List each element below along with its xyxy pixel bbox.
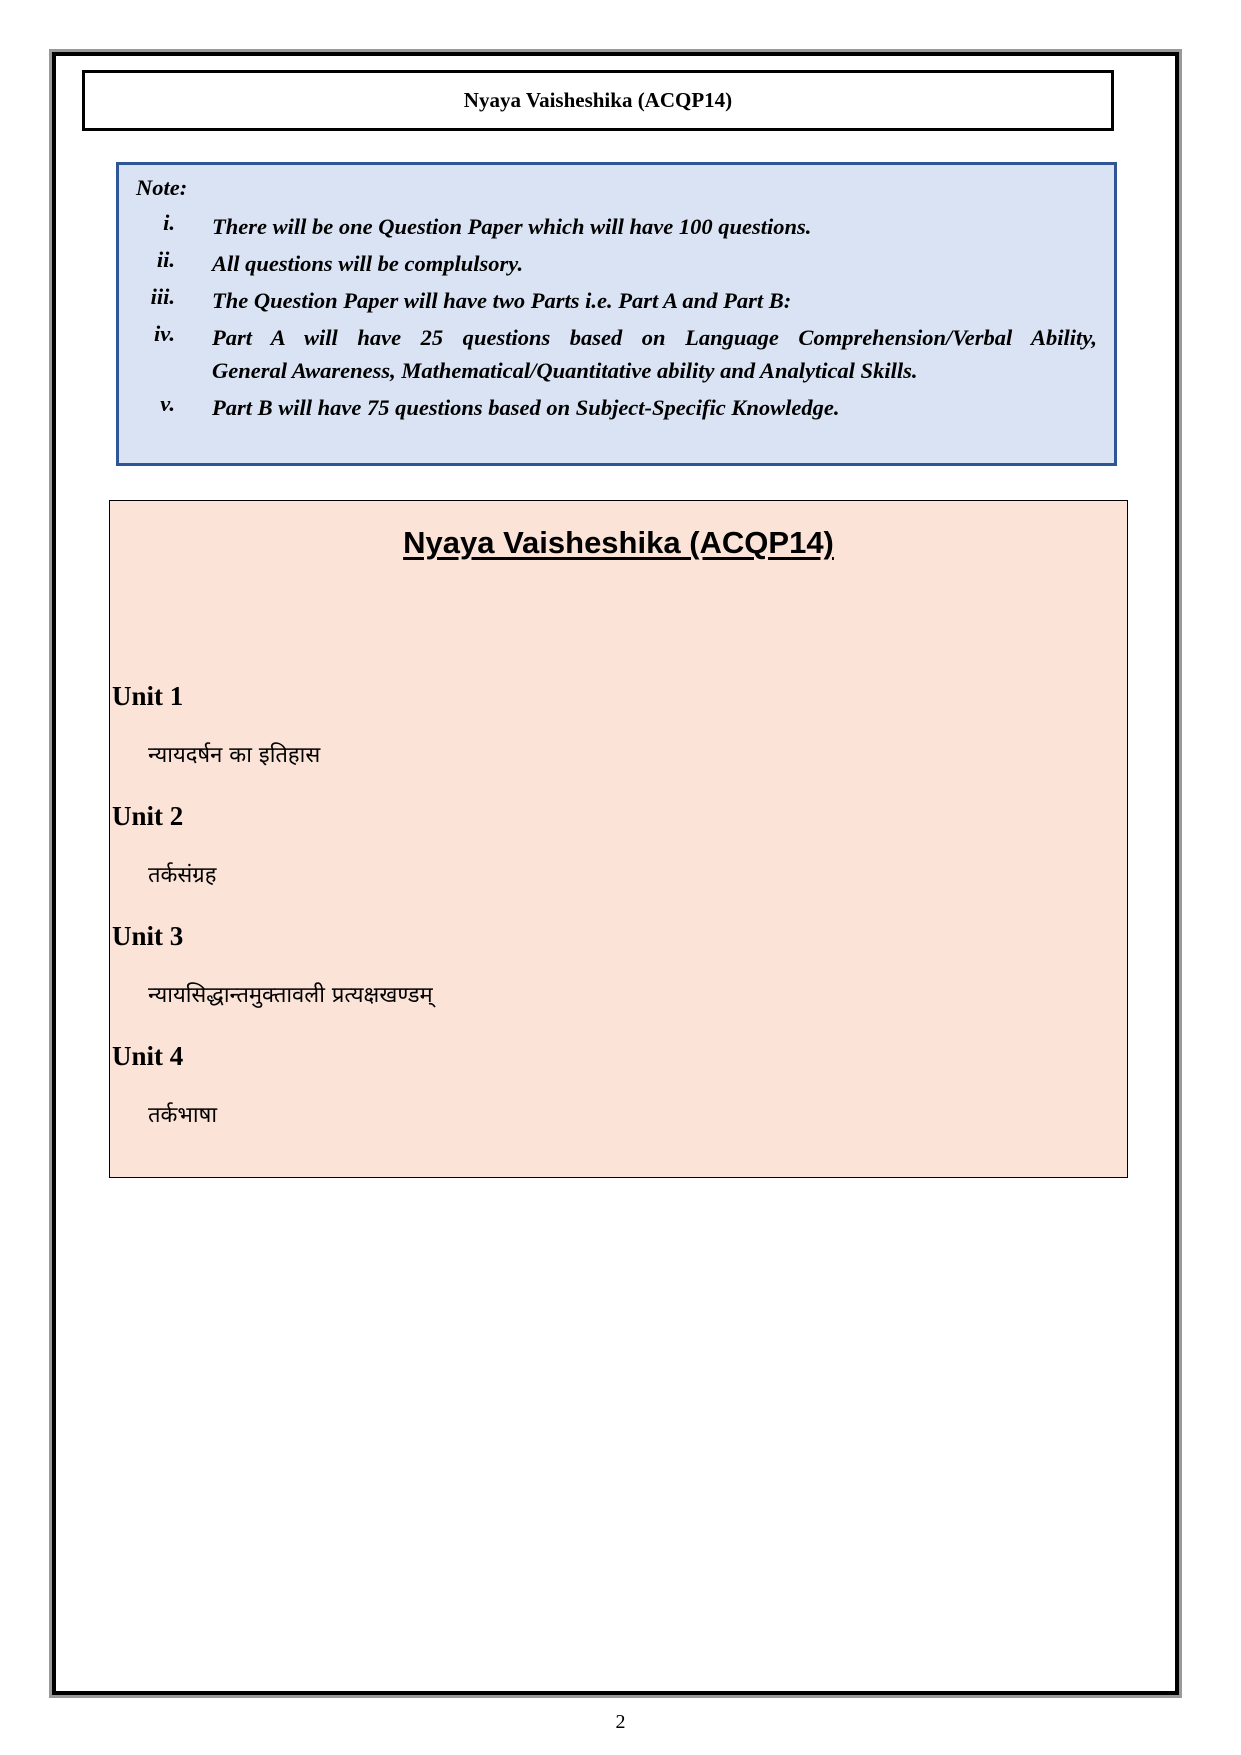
note-item-text-line2: General Awareness, Mathematical/Quantitative ability and Analytical Skills. <box>212 358 918 383</box>
note-item-text: The Question Paper will have two Parts i.e. Part A and Part B: <box>212 288 792 313</box>
note-item-text: All questions will be complulsory. <box>212 251 524 276</box>
unit-topic: न्यायसिद्धान्तमुक्तावली प्रत्यक्षखण्डम् <box>148 983 433 1008</box>
note-item-number: v. <box>160 391 175 416</box>
note-item-text: Part B will have 75 questions based on Subject-Specific Knowledge. <box>212 395 840 420</box>
header-title: Nyaya Vaisheshika (ACQP14) <box>463 88 733 112</box>
note-item-number: ii. <box>156 247 175 272</box>
note-item-number: iii. <box>150 284 175 309</box>
unit-topic: न्यायदर्षन का इतिहास <box>148 743 321 768</box>
unit-label: Unit 2 <box>112 801 184 831</box>
unit-label: Unit 4 <box>112 1041 184 1071</box>
unit-topic: तर्कसंग्रह <box>148 863 217 888</box>
note-box <box>116 162 1117 466</box>
syllabus-title: Nyaya Vaisheshika (ACQP14) <box>403 525 834 560</box>
note-item-number: iv. <box>153 321 175 346</box>
unit-label: Unit 1 <box>112 681 184 711</box>
note-item-text: There will be one Question Paper which will have 100 questions. <box>212 214 812 239</box>
unit-label: Unit 3 <box>112 921 184 951</box>
header-box <box>82 70 1114 131</box>
note-title: Note: <box>136 175 188 200</box>
syllabus-box <box>109 500 1128 1178</box>
page-number: 2 <box>615 1711 626 1733</box>
note-item-text-line1: Part A will have 25 questions based on Language Comprehension/Verbal Ability, <box>212 325 1097 350</box>
note-item-number: i. <box>163 210 175 235</box>
unit-topic: तर्कभाषा <box>148 1103 218 1128</box>
